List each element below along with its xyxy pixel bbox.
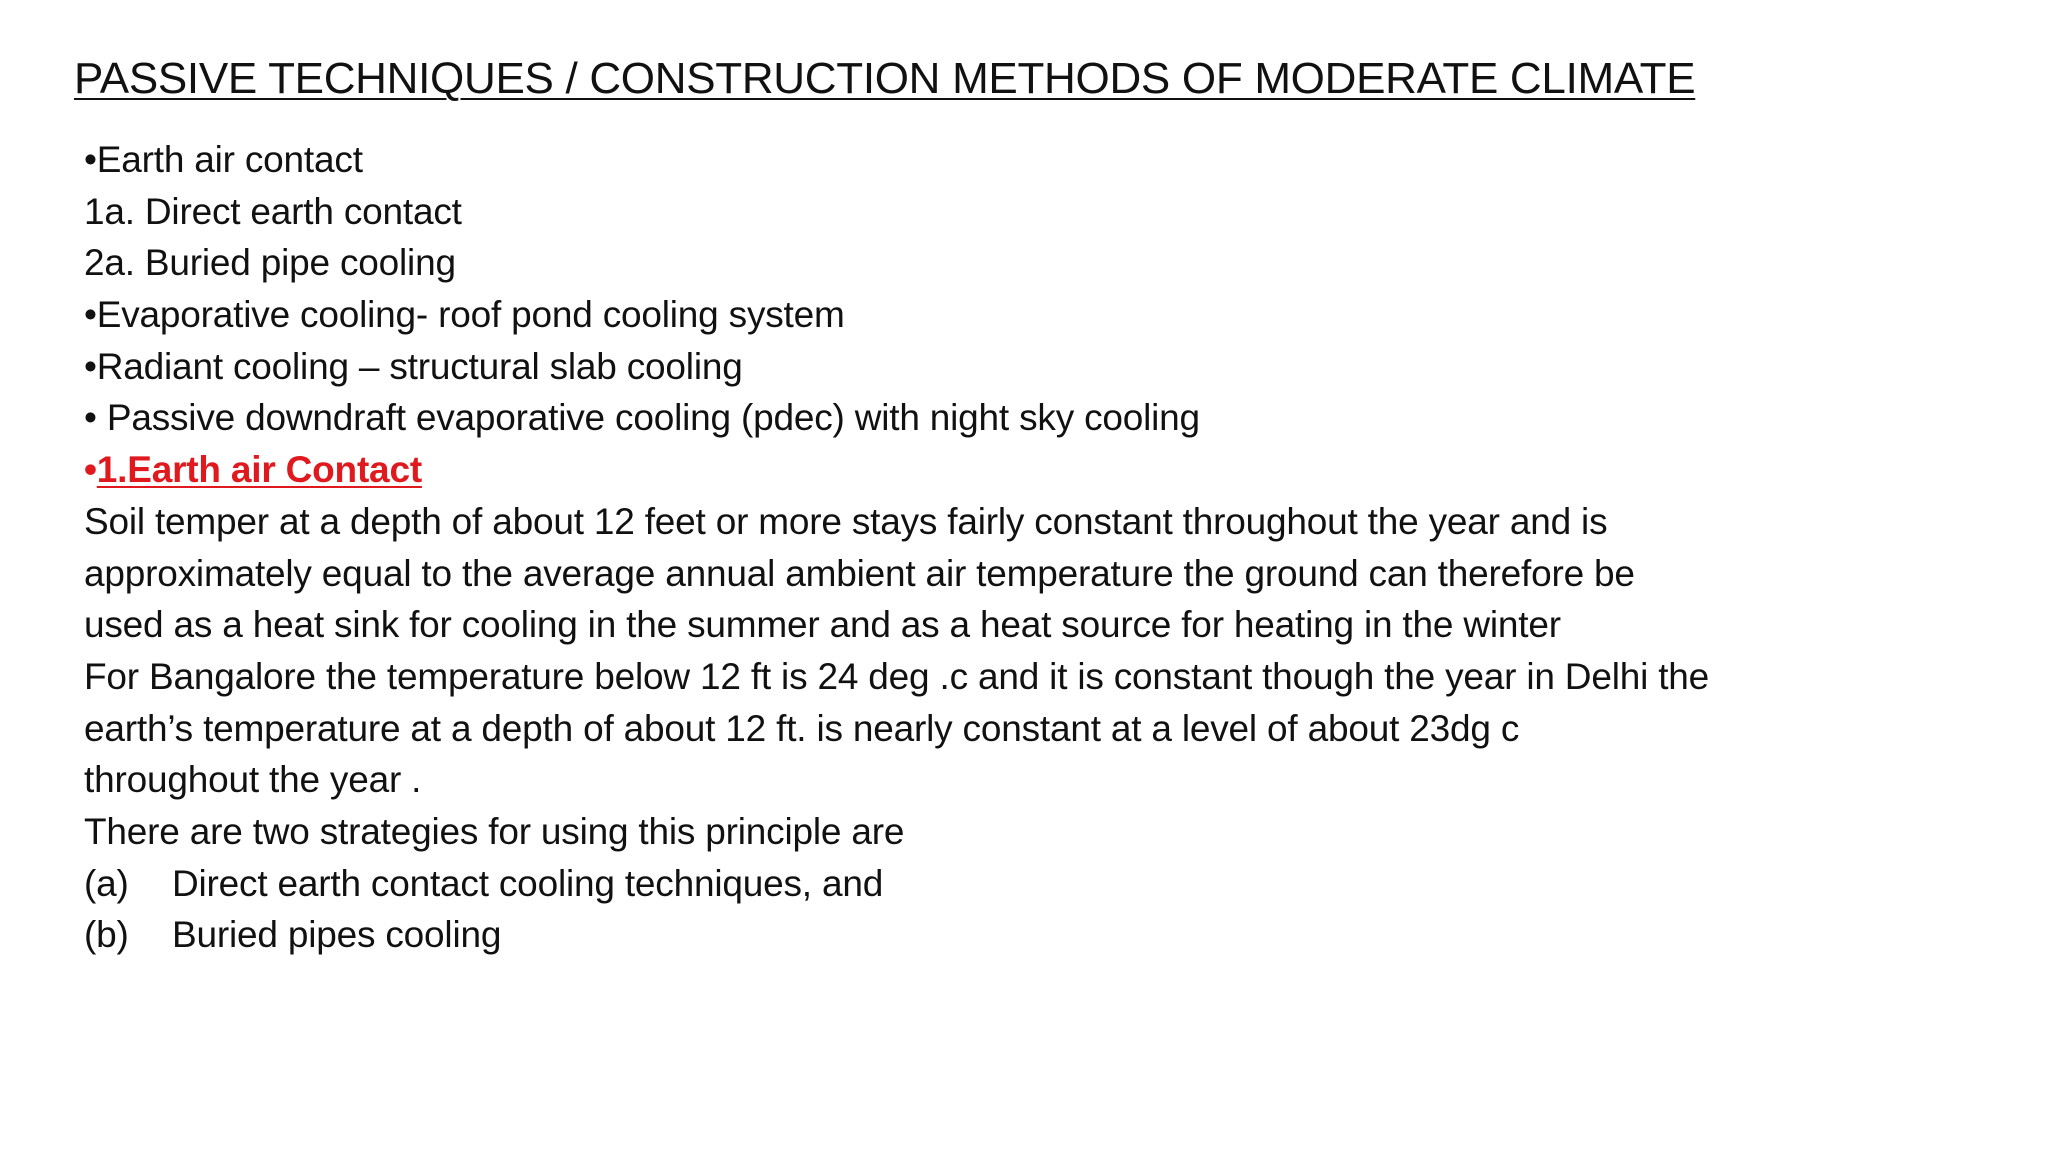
outline-item (84, 341, 1984, 393)
section-heading-label: 1.Earth air Contact (96, 449, 422, 491)
outline-text: Evaporative cooling- roof pond cooling system (96, 294, 845, 336)
strategy-item (84, 909, 1984, 961)
slide-title: PASSIVE TECHNIQUES / CONSTRUCTION METHODS OF MODERATE CLIMATE (74, 54, 1696, 103)
outline-text: Passive downdraft evaporative cooling (pdec) with night sky cooling (96, 397, 1200, 439)
bullet-icon: • (84, 449, 97, 491)
bullet-icon: • (84, 139, 97, 180)
paragraph-line: For Bangalore the temperature below 12 ft is 24 deg .c and it is constant though the year in Delhi the (84, 655, 1710, 697)
bullet-icon: • (84, 345, 97, 387)
paragraph-line: approximately equal to the average annual ambient air temperature the ground can therefore be (84, 552, 1635, 594)
strategy-item (84, 858, 1984, 910)
outline-item (84, 237, 1984, 289)
outline-item (84, 186, 1984, 238)
bullet-icon: • (84, 294, 97, 336)
strategy-text: Buried pipes cooling (172, 914, 502, 956)
paragraph-line: throughout the year . (84, 759, 422, 801)
paragraph-line: There are two strategies for using this principle are (84, 810, 905, 852)
outline-item (84, 392, 1984, 444)
section-heading (84, 444, 1984, 496)
paragraph-line: Soil temper at a depth of about 12 feet or more stays fairly constant throughout the year and is (84, 500, 1608, 542)
outline-text: Radiant cooling – structural slab cooling (96, 345, 743, 387)
strategy-marker: (a) (84, 862, 129, 904)
strategy-marker: (b) (84, 914, 129, 956)
slide-body (84, 134, 1984, 961)
outline-item (84, 134, 1984, 186)
paragraph-line: used as a heat sink for cooling in the summer and as a heat source for heating in the winter (84, 604, 1561, 646)
outline-text: 1a. Direct earth contact (84, 190, 462, 232)
outline-text: 2a. Buried pipe cooling (84, 242, 456, 284)
paragraph-line: earth’s temperature at a depth of about 12 ft. is nearly constant at a level of about 23dg c (84, 707, 1520, 749)
bullet-icon: • (84, 397, 97, 439)
outline-item (84, 289, 1984, 341)
outline-text: Earth air contact (96, 139, 363, 180)
strategy-text: Direct earth contact cooling techniques, and (172, 862, 884, 904)
